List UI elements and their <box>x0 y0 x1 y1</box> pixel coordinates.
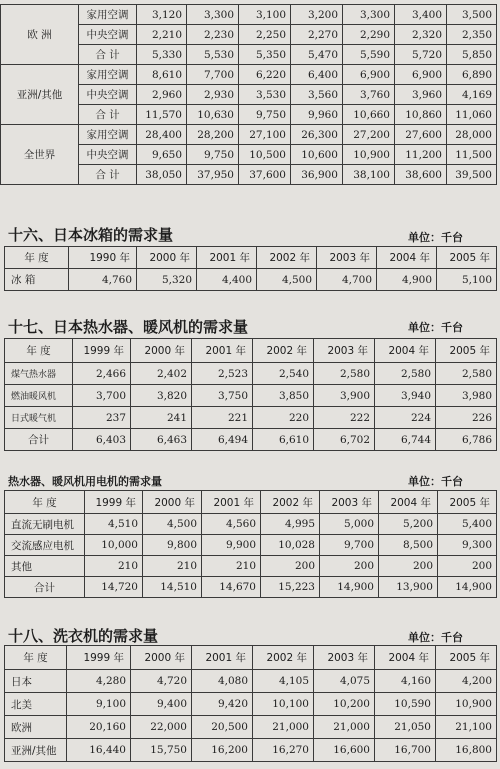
value-cell: 14,510 <box>143 577 202 598</box>
value-cell: 3,820 <box>131 385 192 407</box>
value-cell: 21,000 <box>253 716 314 739</box>
value-cell: 2,580 <box>314 363 375 385</box>
value-cell: 2,402 <box>131 363 192 385</box>
row-label: 合计 <box>5 577 85 598</box>
value-cell: 9,100 <box>67 693 131 716</box>
value-cell: 200 <box>438 556 497 577</box>
value-cell: 4,080 <box>192 670 253 693</box>
value-cell: 5,400 <box>438 514 497 535</box>
value-cell: 4,700 <box>317 269 377 291</box>
table-row <box>5 514 497 535</box>
value-cell: 27,200 <box>343 125 395 145</box>
table-row <box>5 269 497 291</box>
motor-demand-table <box>4 490 497 598</box>
year-header: 2004 年 <box>375 339 436 363</box>
value-cell: 200 <box>261 556 320 577</box>
value-cell: 9,300 <box>438 535 497 556</box>
value-cell: 200 <box>379 556 438 577</box>
year-header-label: 年 度 <box>5 646 67 670</box>
value-cell: 2,320 <box>395 25 447 45</box>
value-cell: 226 <box>436 407 497 429</box>
value-cell: 3,200 <box>291 5 343 25</box>
year-header: 2003 年 <box>320 491 379 514</box>
value-cell: 6,610 <box>253 429 314 451</box>
value-cell: 9,750 <box>239 105 291 125</box>
value-cell: 9,420 <box>192 693 253 716</box>
value-cell: 14,670 <box>202 577 261 598</box>
section-18-unit: 单位：千台 <box>408 631 463 644</box>
value-cell: 3,400 <box>395 5 447 25</box>
row-label: 其他 <box>5 556 85 577</box>
year-header: 1990 年 <box>69 247 137 269</box>
row-label: 合计 <box>5 429 73 451</box>
year-header: 2003 年 <box>314 646 375 670</box>
table-row <box>5 385 497 407</box>
row-label: 交流感应电机 <box>5 535 85 556</box>
row-label: 日本 <box>5 670 67 693</box>
value-cell: 5,530 <box>187 45 239 65</box>
value-cell: 222 <box>314 407 375 429</box>
value-cell: 6,890 <box>447 65 497 85</box>
water-heater-demand-table <box>4 338 497 451</box>
row-label: 直流无刷电机 <box>5 514 85 535</box>
motor-subsection-title: 热水器、暖风机用电机的需求量 <box>8 475 162 488</box>
fridge-demand-table <box>4 246 497 291</box>
type-label: 合 计 <box>79 45 137 65</box>
year-header: 2000 年 <box>143 491 202 514</box>
value-cell: 6,744 <box>375 429 436 451</box>
section-16-title: 十六、日本冰箱的需求量 <box>8 226 174 244</box>
value-cell: 10,900 <box>343 145 395 165</box>
year-header: 1999 年 <box>85 491 143 514</box>
row-label: 冰 箱 <box>5 269 69 291</box>
year-header: 2000 年 <box>131 339 192 363</box>
value-cell: 2,466 <box>73 363 131 385</box>
value-cell: 7,700 <box>187 65 239 85</box>
value-cell: 3,760 <box>343 85 395 105</box>
table-row <box>5 407 497 429</box>
value-cell: 21,100 <box>436 716 497 739</box>
value-cell: 2,290 <box>343 25 395 45</box>
value-cell: 210 <box>143 556 202 577</box>
type-label: 家用空调 <box>79 65 137 85</box>
value-cell: 37,600 <box>239 165 291 185</box>
value-cell: 4,280 <box>67 670 131 693</box>
value-cell: 16,270 <box>253 739 314 762</box>
table-row <box>1 65 497 85</box>
value-cell: 13,900 <box>379 577 438 598</box>
type-label: 家用空调 <box>79 125 137 145</box>
year-header: 2004 年 <box>379 491 438 514</box>
value-cell: 14,900 <box>438 577 497 598</box>
value-cell: 4,169 <box>447 85 497 105</box>
year-header: 2005 年 <box>436 646 497 670</box>
value-cell: 6,900 <box>395 65 447 85</box>
year-header: 2002 年 <box>261 491 320 514</box>
value-cell: 221 <box>192 407 253 429</box>
year-header: 2002 年 <box>253 339 314 363</box>
value-cell: 16,700 <box>375 739 436 762</box>
value-cell: 4,510 <box>85 514 143 535</box>
value-cell: 9,650 <box>137 145 187 165</box>
value-cell: 15,223 <box>261 577 320 598</box>
value-cell: 2,523 <box>192 363 253 385</box>
value-cell: 3,120 <box>137 5 187 25</box>
value-cell: 4,720 <box>131 670 192 693</box>
value-cell: 6,702 <box>314 429 375 451</box>
year-header: 2004 年 <box>377 247 437 269</box>
header-row <box>5 339 497 363</box>
value-cell: 10,500 <box>239 145 291 165</box>
year-header: 2001 年 <box>202 491 261 514</box>
value-cell: 38,050 <box>137 165 187 185</box>
value-cell: 26,300 <box>291 125 343 145</box>
value-cell: 5,100 <box>437 269 497 291</box>
type-label: 中央空调 <box>79 85 137 105</box>
value-cell: 3,980 <box>436 385 497 407</box>
value-cell: 16,800 <box>436 739 497 762</box>
value-cell: 28,000 <box>447 125 497 145</box>
value-cell: 4,400 <box>197 269 257 291</box>
section-17-unit: 单位：千台 <box>408 321 463 334</box>
value-cell: 2,350 <box>447 25 497 45</box>
table-row <box>5 716 497 739</box>
value-cell: 4,560 <box>202 514 261 535</box>
value-cell: 16,440 <box>67 739 131 762</box>
value-cell: 9,800 <box>143 535 202 556</box>
value-cell: 2,580 <box>436 363 497 385</box>
region-label: 欧 洲 <box>1 5 79 65</box>
value-cell: 10,900 <box>436 693 497 716</box>
value-cell: 6,463 <box>131 429 192 451</box>
value-cell: 37,950 <box>187 165 239 185</box>
value-cell: 10,590 <box>375 693 436 716</box>
value-cell: 2,250 <box>239 25 291 45</box>
value-cell: 20,160 <box>67 716 131 739</box>
year-header: 2001 年 <box>192 646 253 670</box>
value-cell: 3,530 <box>239 85 291 105</box>
value-cell: 3,700 <box>73 385 131 407</box>
value-cell: 2,540 <box>253 363 314 385</box>
value-cell: 3,300 <box>187 5 239 25</box>
value-cell: 4,900 <box>377 269 437 291</box>
air-conditioner-demand-table <box>0 4 497 185</box>
value-cell: 10,100 <box>253 693 314 716</box>
section-16-unit: 单位：千台 <box>408 231 463 244</box>
value-cell: 5,720 <box>395 45 447 65</box>
header-row <box>5 646 497 670</box>
year-header: 2003 年 <box>317 247 377 269</box>
value-cell: 2,230 <box>187 25 239 45</box>
value-cell: 3,500 <box>447 5 497 25</box>
table-row <box>5 363 497 385</box>
value-cell: 4,075 <box>314 670 375 693</box>
year-header: 1999 年 <box>67 646 131 670</box>
value-cell: 210 <box>85 556 143 577</box>
table-row <box>5 739 497 762</box>
value-cell: 4,760 <box>69 269 137 291</box>
value-cell: 4,995 <box>261 514 320 535</box>
value-cell: 9,900 <box>202 535 261 556</box>
motor-subsection-unit: 单位：千台 <box>408 475 463 488</box>
value-cell: 2,210 <box>137 25 187 45</box>
value-cell: 8,500 <box>379 535 438 556</box>
value-cell: 5,330 <box>137 45 187 65</box>
year-header: 2002 年 <box>253 646 314 670</box>
year-header: 2003 年 <box>314 339 375 363</box>
value-cell: 9,960 <box>291 105 343 125</box>
value-cell: 2,930 <box>187 85 239 105</box>
row-label: 北美 <box>5 693 67 716</box>
region-label: 亚洲/其他 <box>1 65 79 125</box>
value-cell: 4,200 <box>436 670 497 693</box>
year-header-label: 年 度 <box>5 247 69 269</box>
value-cell: 9,400 <box>131 693 192 716</box>
table-row <box>1 5 497 25</box>
value-cell: 4,500 <box>143 514 202 535</box>
year-header: 2002 年 <box>257 247 317 269</box>
value-cell: 15,750 <box>131 739 192 762</box>
table-row <box>5 670 497 693</box>
value-cell: 10,200 <box>314 693 375 716</box>
type-label: 合 计 <box>79 105 137 125</box>
value-cell: 10,660 <box>343 105 395 125</box>
year-header: 2001 年 <box>192 339 253 363</box>
value-cell: 16,200 <box>192 739 253 762</box>
value-cell: 11,060 <box>447 105 497 125</box>
washing-machine-demand-table <box>4 645 497 762</box>
value-cell: 220 <box>253 407 314 429</box>
value-cell: 5,320 <box>137 269 197 291</box>
row-label: 煤气热水器 <box>5 363 73 385</box>
value-cell: 16,600 <box>314 739 375 762</box>
value-cell: 21,050 <box>375 716 436 739</box>
value-cell: 6,220 <box>239 65 291 85</box>
value-cell: 4,160 <box>375 670 436 693</box>
value-cell: 10,000 <box>85 535 143 556</box>
value-cell: 200 <box>320 556 379 577</box>
value-cell: 6,403 <box>73 429 131 451</box>
value-cell: 3,750 <box>192 385 253 407</box>
value-cell: 11,200 <box>395 145 447 165</box>
value-cell: 5,470 <box>291 45 343 65</box>
table-row <box>5 556 497 577</box>
value-cell: 11,500 <box>447 145 497 165</box>
value-cell: 6,494 <box>192 429 253 451</box>
value-cell: 3,850 <box>253 385 314 407</box>
value-cell: 27,100 <box>239 125 291 145</box>
header-row <box>5 491 497 514</box>
type-label: 中央空调 <box>79 25 137 45</box>
value-cell: 28,200 <box>187 125 239 145</box>
value-cell: 4,105 <box>253 670 314 693</box>
value-cell: 10,600 <box>291 145 343 165</box>
value-cell: 14,900 <box>320 577 379 598</box>
value-cell: 20,500 <box>192 716 253 739</box>
section-18-title: 十八、洗衣机的需求量 <box>8 627 159 645</box>
value-cell: 5,200 <box>379 514 438 535</box>
value-cell: 2,580 <box>375 363 436 385</box>
table-row <box>5 577 497 598</box>
value-cell: 3,560 <box>291 85 343 105</box>
value-cell: 3,940 <box>375 385 436 407</box>
table-row <box>1 125 497 145</box>
row-label: 欧洲 <box>5 716 67 739</box>
year-header: 2000 年 <box>131 646 192 670</box>
value-cell: 5,590 <box>343 45 395 65</box>
year-header: 2004 年 <box>375 646 436 670</box>
year-header-label: 年 度 <box>5 339 73 363</box>
value-cell: 3,900 <box>314 385 375 407</box>
table-row <box>5 429 497 451</box>
value-cell: 6,900 <box>343 65 395 85</box>
row-label: 燃油暖风机 <box>5 385 73 407</box>
year-header-label: 年 度 <box>5 491 85 514</box>
value-cell: 2,270 <box>291 25 343 45</box>
region-label: 全世界 <box>1 125 79 185</box>
value-cell: 3,300 <box>343 5 395 25</box>
value-cell: 9,700 <box>320 535 379 556</box>
type-label: 中央空调 <box>79 145 137 165</box>
table-row <box>5 693 497 716</box>
value-cell: 10,630 <box>187 105 239 125</box>
value-cell: 8,610 <box>137 65 187 85</box>
value-cell: 3,960 <box>395 85 447 105</box>
year-header: 2000 年 <box>137 247 197 269</box>
value-cell: 4,500 <box>257 269 317 291</box>
value-cell: 6,786 <box>436 429 497 451</box>
year-header: 2005 年 <box>436 339 497 363</box>
year-header: 2001 年 <box>197 247 257 269</box>
value-cell: 241 <box>131 407 192 429</box>
value-cell: 5,850 <box>447 45 497 65</box>
value-cell: 28,400 <box>137 125 187 145</box>
year-header: 1999 年 <box>73 339 131 363</box>
value-cell: 3,100 <box>239 5 291 25</box>
table-row <box>5 535 497 556</box>
value-cell: 14,720 <box>85 577 143 598</box>
type-label: 家用空调 <box>79 5 137 25</box>
value-cell: 6,400 <box>291 65 343 85</box>
value-cell: 210 <box>202 556 261 577</box>
value-cell: 22,000 <box>131 716 192 739</box>
value-cell: 27,600 <box>395 125 447 145</box>
value-cell: 21,000 <box>314 716 375 739</box>
value-cell: 9,750 <box>187 145 239 165</box>
value-cell: 10,028 <box>261 535 320 556</box>
value-cell: 38,100 <box>343 165 395 185</box>
value-cell: 39,500 <box>447 165 497 185</box>
row-label: 日式暖气机 <box>5 407 73 429</box>
value-cell: 11,570 <box>137 105 187 125</box>
value-cell: 10,860 <box>395 105 447 125</box>
value-cell: 224 <box>375 407 436 429</box>
value-cell: 5,350 <box>239 45 291 65</box>
header-row <box>5 247 497 269</box>
row-label: 亚洲/其他 <box>5 739 67 762</box>
value-cell: 36,900 <box>291 165 343 185</box>
value-cell: 2,960 <box>137 85 187 105</box>
type-label: 合 计 <box>79 165 137 185</box>
section-17-title: 十七、日本热水器、暖风机的需求量 <box>8 318 249 336</box>
year-header: 2005 年 <box>437 247 497 269</box>
year-header: 2005 年 <box>438 491 497 514</box>
value-cell: 5,000 <box>320 514 379 535</box>
value-cell: 38,600 <box>395 165 447 185</box>
value-cell: 237 <box>73 407 131 429</box>
